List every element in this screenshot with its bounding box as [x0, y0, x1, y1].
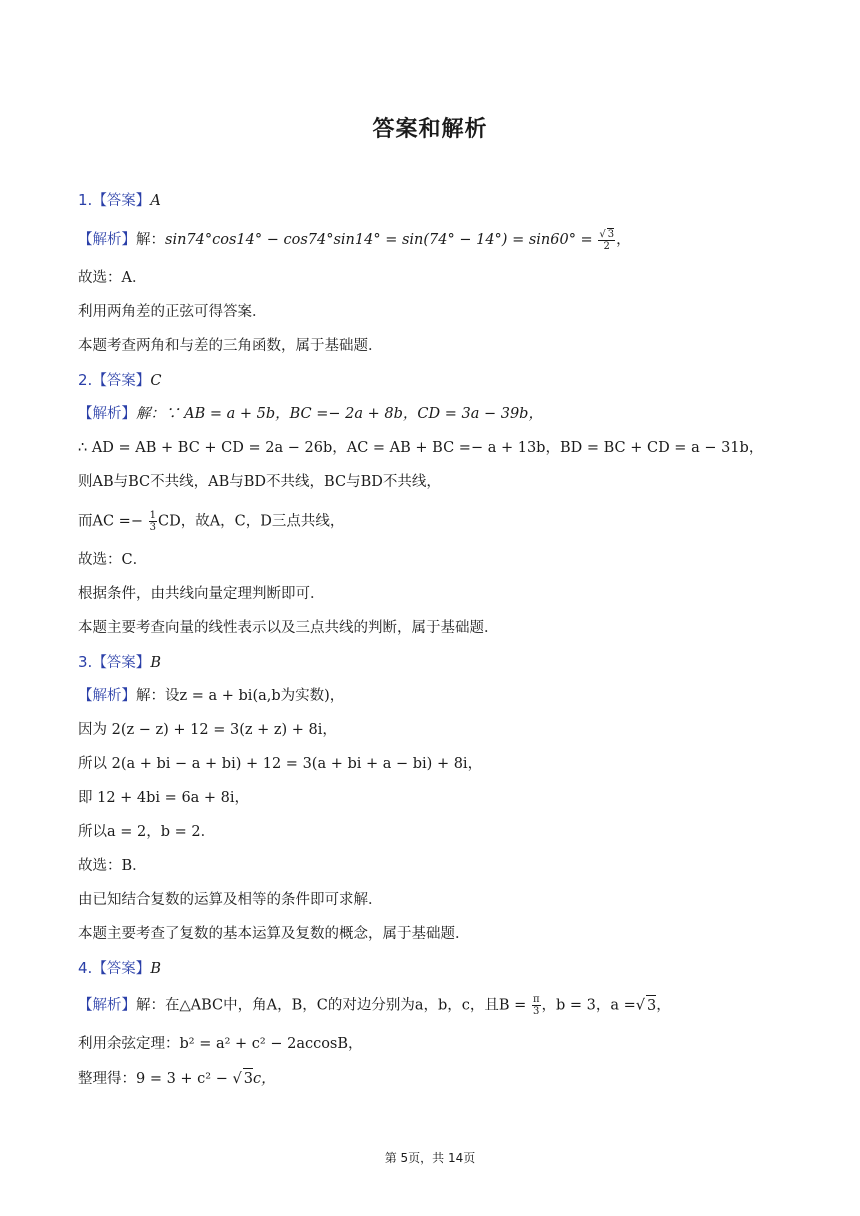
q4-line1-pre: 解：在△ABC中，角A，B，C的对边分别为a，b，c，且B = [136, 997, 527, 1014]
q2-line1 [78, 404, 543, 424]
q2-line3: 则AB与BC不共线，AB与BD不共线，BC与BD不共线， [78, 474, 441, 490]
q3-line3: 所以 2(a + bi − a + bi) + 12 = 3(a + bi + a − bi) + 8i， [78, 756, 483, 772]
q2-line2: ∴ AD = AB + BC + CD = 2a − 26b，AC = AB + BC =− a + 13b，BD = BC + CD = a − 31b， [78, 440, 764, 456]
analysis-label: 【解析】 [78, 997, 136, 1014]
q4-number: 4. [78, 959, 93, 977]
q1-solution [78, 228, 631, 252]
q4-line2: 利用余弦定理：b² = a² + c² − 2accosB， [78, 1036, 363, 1052]
solution-prefix: 解： [136, 232, 165, 248]
q3-answer: B [150, 655, 161, 671]
q1-denominator: 2 [603, 241, 610, 252]
q3-choice: 故选：B． [78, 858, 147, 874]
q4-line1-post: ，b = 3，a = [541, 997, 636, 1014]
q2-choice: 故选：C． [78, 552, 148, 568]
q4-line1: 【解析】解：在△ABC中，角A，B，C的对边分别为a，b，c，且B = $\frac{\pi}{3}$ ，b = 3，a =√ 3， [78, 994, 671, 1017]
q1-number: 1. [78, 191, 93, 209]
q3-line5: 所以a = 2，b = 2． [78, 824, 216, 840]
q2-line4 [78, 510, 344, 533]
q4-fraction: $\frac{\pi}{3}$ [532, 994, 540, 1017]
q1-sqrt: 3 [607, 229, 615, 240]
answer-label: 【答案】 [92, 373, 151, 389]
q2-fraction: $\frac{1}{3}$ [149, 510, 156, 533]
q4-answer: B [150, 961, 161, 977]
q3-method: 由已知结合复数的运算及相等的条件即可求解． [78, 892, 383, 908]
q4-answer-line [78, 958, 161, 979]
q1-end: ， [616, 232, 631, 248]
q1-choice: 故选：A． [78, 270, 147, 286]
q2-method: 根据条件，由共线向量定理判断即可． [78, 586, 325, 602]
q2-number: 2. [78, 371, 93, 389]
q3-line1-text: 解：设z = a + bi(a,b为实数)， [136, 688, 345, 704]
q1-expression: sin74°cos14° − cos74°sin14° = sin(74° − 14°) = sin60° = [165, 232, 593, 248]
q4-line3-pre: 整理得：9 = 3 + c² − [78, 1071, 228, 1087]
answer-label: 【答案】 [92, 193, 151, 209]
analysis-label: 【解析】 [78, 232, 136, 248]
page-footer: 第 5页，共 14页 [384, 1151, 476, 1165]
q4-sqrt: 3 [646, 995, 656, 1016]
q2-answer: C [150, 373, 162, 389]
analysis-label: 【解析】 [78, 406, 136, 422]
q1-method: 利用两角差的正弦可得答案． [78, 304, 267, 320]
q4-line3-sqrt: 3 [243, 1068, 253, 1089]
q3-summary: 本题主要考查了复数的基本运算及复数的概念，属于基础题． [78, 926, 470, 942]
q2-summary: 本题主要考查向量的线性表示以及三点共线的判断，属于基础题． [78, 620, 499, 636]
page-title: 答案和解析 [372, 117, 488, 142]
q1-summary: 本题考查两角和与差的三角函数，属于基础题． [78, 338, 383, 354]
answer-label: 【答案】 [92, 961, 151, 977]
q3-answer-line [78, 652, 161, 673]
answer-label: 【答案】 [92, 655, 151, 671]
q2-line4-post: CD，故A，C，D三点共线， [157, 513, 345, 530]
q3-line4: 即 12 + 4bi = 6a + 8i， [78, 790, 250, 806]
q1-answer-line [78, 190, 161, 211]
analysis-label: 【解析】 [78, 688, 136, 704]
q2-line1-text: 解：∵ AB = a + 5b，BC =− 2a + 8b，CD = 3a − 39b， [136, 406, 543, 422]
q3-number: 3. [78, 653, 93, 671]
q1-answer: A [150, 193, 161, 209]
q3-line1 [78, 686, 344, 706]
q2-answer-line [78, 370, 161, 391]
q4-line3: 整理得：9 = 3 + c² − √ 3c， [78, 1068, 276, 1089]
q3-line2: 因为 2(z − z) + 12 = 3(z + z) + 8i， [78, 722, 337, 738]
q2-line4-pre: 而AC =− [78, 513, 143, 530]
q1-fraction: $\frac{√ 3}{2}$ [599, 229, 615, 252]
